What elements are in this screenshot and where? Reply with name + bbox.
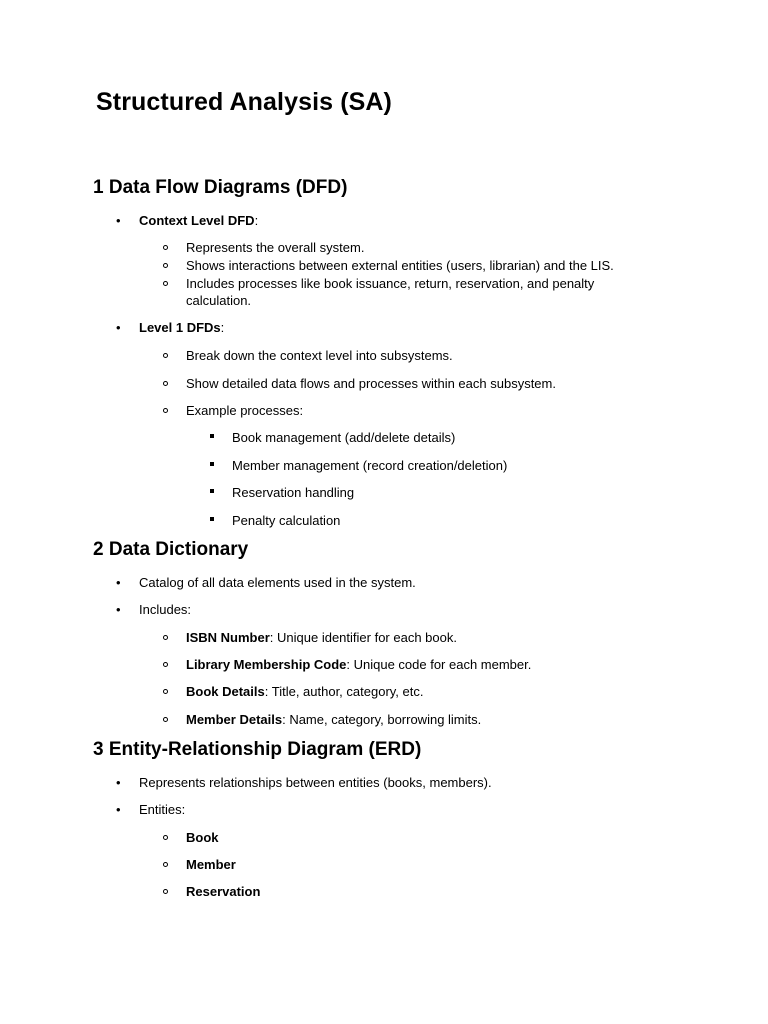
bullet-dot-icon: • <box>116 213 121 228</box>
circle-bullet-icon <box>163 889 168 894</box>
entry-definition: : Unique code for each member. <box>346 657 532 672</box>
square-bullet-icon <box>210 434 214 438</box>
list-item: Represents relationships between entities (books, members). <box>139 775 492 790</box>
document-title: Structured Analysis (SA) <box>96 88 392 116</box>
entry-definition: : Unique identifier for each book. <box>269 630 457 645</box>
circle-bullet-icon <box>163 381 168 386</box>
circle-bullet-icon <box>163 281 168 286</box>
list-item: Includes: <box>139 602 192 617</box>
dictionary-entry-membership-code <box>186 656 531 673</box>
bullet-dot-icon: • <box>116 775 121 790</box>
sub-list-item: Includes processes like book issuance, return, reservation, and penalty <box>186 276 595 291</box>
bullet-dot-icon: • <box>116 575 121 590</box>
entity-item: Book <box>186 830 219 845</box>
entry-term: Member Details <box>186 712 283 727</box>
circle-bullet-icon <box>163 717 168 722</box>
list-item-context-level <box>139 212 258 229</box>
example-item: Member management (record creation/deletion) <box>232 458 508 473</box>
entry-term: Book Details <box>186 684 265 699</box>
sub-list-item-continuation: calculation. <box>186 293 252 308</box>
square-bullet-icon <box>210 462 214 466</box>
sub-list-item: Shows interactions between external entities (users, librarian) and the LIS. <box>186 258 614 273</box>
dictionary-entry-member-details <box>186 711 481 728</box>
entry-definition: : Name, category, borrowing limits. <box>282 712 482 727</box>
bullet-dot-icon: • <box>116 320 121 335</box>
entry-definition: : Title, author, category, etc. <box>264 684 424 699</box>
circle-bullet-icon <box>163 862 168 867</box>
section-heading-erd: 3 Entity-Relationship Diagram (ERD) <box>93 739 422 760</box>
list-item-bold-label: Level 1 DFDs <box>139 320 221 335</box>
circle-bullet-icon <box>163 635 168 640</box>
list-item-bold-label: Context Level DFD <box>139 213 255 228</box>
entry-term: ISBN Number <box>186 630 270 645</box>
sub-list-item: Example processes: <box>186 403 304 418</box>
example-item: Reservation handling <box>232 485 355 500</box>
circle-bullet-icon <box>163 662 168 667</box>
circle-bullet-icon <box>163 245 168 250</box>
example-item: Penalty calculation <box>232 513 341 528</box>
sub-list-item: Break down the context level into subsystems. <box>186 348 453 363</box>
list-item-level-1 <box>139 319 224 336</box>
dictionary-entry-book-details <box>186 683 423 700</box>
sub-list-item: Show detailed data flows and processes within each subsystem. <box>186 376 556 391</box>
list-item: Catalog of all data elements used in the system. <box>139 575 416 590</box>
list-item-suffix: : <box>220 320 225 335</box>
section-heading-dfd: 1 Data Flow Diagrams (DFD) <box>93 177 348 198</box>
circle-bullet-icon <box>163 353 168 358</box>
bullet-dot-icon: • <box>116 802 121 817</box>
circle-bullet-icon <box>163 689 168 694</box>
list-item: Entities: <box>139 802 186 817</box>
circle-bullet-icon <box>163 263 168 268</box>
entry-term: Library Membership Code <box>186 657 347 672</box>
sub-list-item: Represents the overall system. <box>186 240 365 255</box>
circle-bullet-icon <box>163 835 168 840</box>
dictionary-entry-isbn <box>186 629 457 646</box>
circle-bullet-icon <box>163 408 168 413</box>
list-item-suffix: : <box>254 213 259 228</box>
square-bullet-icon <box>210 517 214 521</box>
section-heading-data-dictionary: 2 Data Dictionary <box>93 539 249 560</box>
bullet-dot-icon: • <box>116 602 121 617</box>
entity-item: Member <box>186 857 236 872</box>
example-item: Book management (add/delete details) <box>232 430 456 445</box>
entity-item: Reservation <box>186 884 261 899</box>
square-bullet-icon <box>210 489 214 493</box>
